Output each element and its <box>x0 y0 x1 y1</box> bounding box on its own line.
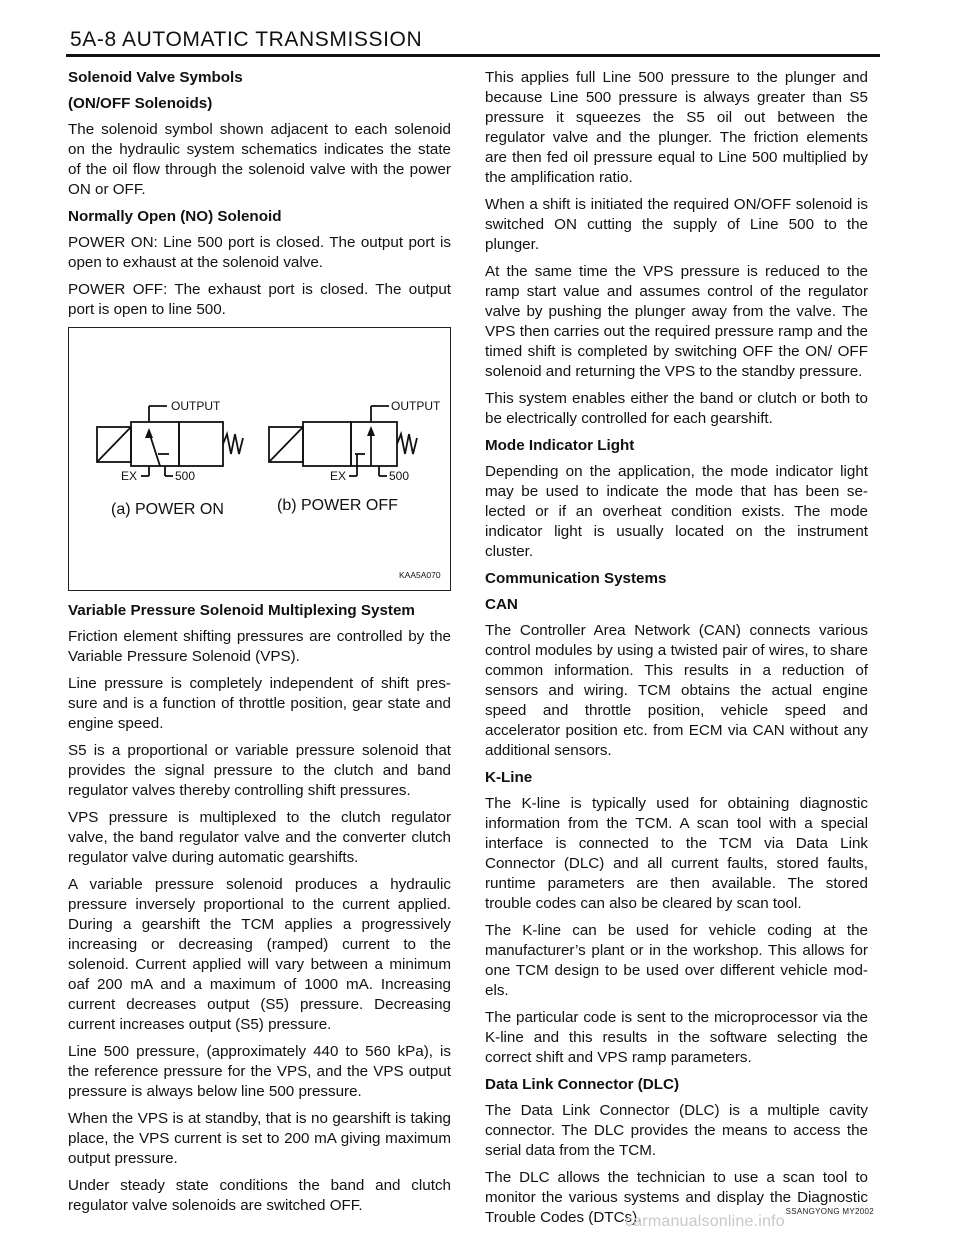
paragraph-vps-4: VPS pressure is multiplexed to the clutch regulator valve, the band regulator valve and the converter clutch regulator valve during automatic gearshifts. <box>68 809 451 866</box>
heading-vps-multiplexing: Variable Pressure Solenoid Multiplexing System <box>68 602 415 619</box>
paragraph-vps-7: When the VPS is at standby, that is no gearshift is taking place, the VPS current is set to 200 mA giving maximum output pressure. <box>68 1110 451 1167</box>
heading-communication: Communication Systems <box>485 570 667 587</box>
solenoid-b-spring <box>397 434 417 454</box>
paragraph-k-line-2: The K-line can be used for vehicle coding at the manufacturer’s plant or in the workshop. This allows for one TCM design to be used over different vehicle mod-els. <box>485 922 868 999</box>
left-column <box>68 68 451 1223</box>
heading-normally-open: Normally Open (NO) Solenoid <box>68 208 282 225</box>
paragraph-line500: This applies full Line 500 pressure to the plunger and because Line 500 pressure is always greater than S5 pressure it squeezes the S5 oil out between the regulator valve and the plunger. The friction elements are then fed oil pressure equal to Line 500 multiplied by the amplification ratio. <box>485 69 868 186</box>
solenoid-a-spring <box>223 434 243 454</box>
paragraph-dlc-2: The DLC allows the technician to use a scan tool to monitor the various systems and display the Diagnostic Trouble Codes (DTCs). <box>485 1169 868 1226</box>
paragraph-can: The Controller Area Network (CAN) connects various control modules by using a twisted pair of wires, to share common information. This results in a reduction of sensors and wiring. TCM obtains the actual engine speed and throttle position, vehicle speed and accelerator position etc. from ECM via CAN without any additional sensors. <box>485 622 868 759</box>
paragraph-mode-indicator: Depending on the application, the mode indicator light may be used to indicate the mode that has been se-lected or if an overheat condition exists. The mode indicator light is usually located on the instrument cluster. <box>485 463 868 560</box>
paragraph-shift-initiated: When a shift is initiated the required ON/OFF solenoid is switched ON cutting the supply of Line 500 to the plunger. <box>485 196 868 253</box>
page-header: 5A-8 AUTOMATIC TRANSMISSION <box>70 28 423 51</box>
solenoid-b-coil-diagonal <box>269 427 303 462</box>
paragraph-vps-8: Under steady state conditions the band and clutch regulator valve solenoids are switched OFF. <box>68 1177 451 1214</box>
figure-code: KAA5A070 <box>399 570 441 580</box>
paragraph-vps-5: A variable pressure solenoid produces a hydraulic pressure inversely proportional to the current applied. During a gearshift the TCM applies a progressively increasing or decreasing (ramped) current to the solenoid. Current applied will vary between a minimum oaf 200 mA and a maximum of 1000 mA. Increasing current decreases output (S5) pressure. Decreasing current increases output (S5) pressure. <box>68 876 451 1033</box>
paragraph-vps-2: Line pressure is completely independent of shift pres-sure and is a function of throttle position, gear state and engine speed. <box>68 675 451 732</box>
solenoid-b-spring-box <box>303 422 351 466</box>
label-500-a: 500 <box>175 469 196 483</box>
solenoid-a-spring-box <box>179 422 223 466</box>
paragraph-vps-6: Line 500 pressure, (approximately 440 to 560 kPa), is the reference pressure for the VPS, and the VPS output pressure is always below line 500 pressure. <box>68 1043 451 1100</box>
label-500-b: 500 <box>389 469 410 483</box>
solenoid-diagram <box>69 328 450 590</box>
paragraph-symbol: The solenoid symbol shown adjacent to each solenoid on the hydraulic system schematics indicates the state of the oil flow through the solenoid valve with the power ON or OFF. <box>68 121 451 198</box>
solenoid-a-arrowhead <box>145 428 153 438</box>
watermark: carmanualsonline.info <box>625 1213 785 1230</box>
label-ex-a: EX <box>121 469 138 483</box>
label-output-a: OUTPUT <box>171 399 221 413</box>
heading-mode-indicator: Mode Indicator Light <box>485 437 635 454</box>
solenoid-a-coil-diagonal <box>97 427 131 462</box>
paragraph-band-clutch: This system enables either the band or clutch or both to be electrically controlled for each gearshift. <box>485 390 868 427</box>
paragraph-vps-1: Friction element shifting pressures are controlled by the Variable Pressure Solenoid (VPS). <box>68 628 451 665</box>
caption-power-on: (a) POWER ON <box>111 501 224 518</box>
solenoid-figure <box>68 327 451 591</box>
heading-on-off-solenoids: (ON/OFF Solenoids) <box>68 95 213 112</box>
paragraph-k-line-3: The particular code is sent to the microprocessor via the K-line and this results in the software selecting the correct shift and VPS ramp parameters. <box>485 1009 868 1066</box>
solenoid-b-arrowhead <box>367 426 375 436</box>
label-ex-b: EX <box>330 469 347 483</box>
paragraph-vps-3: S5 is a proportional or variable pressure solenoid that provides the signal pressure to the clutch and band regulator valves thereby controlling shift pressures. <box>68 742 451 799</box>
paragraph-power-on: POWER ON: Line 500 port is closed. The output port is open to exhaust at the solenoid valve. <box>68 234 451 271</box>
right-column <box>485 68 868 1235</box>
paragraph-k-line-1: The K-line is typically used for obtaining diagnostic information from the TCM. A scan tool with a special interface is connected to the TCM via Data Link Connector (DLC) and all current faults, stored faults, runtime parameters are then available. The stored trouble codes can also be cleared by scan tool. <box>485 795 868 912</box>
solenoid-a-port-box <box>131 422 179 466</box>
heading-solenoid-valve-symbols: Solenoid Valve Symbols <box>68 69 243 86</box>
header-rule <box>66 54 880 57</box>
heading-can: CAN <box>485 596 518 613</box>
heading-dlc: Data Link Connector (DLC) <box>485 1076 680 1093</box>
heading-k-line: K-Line <box>485 769 533 786</box>
paragraph-dlc-1: The Data Link Connector (DLC) is a multiple cavity connector. The DLC provides the means to access the serial data from the TCM. <box>485 1102 868 1159</box>
caption-power-off: (b) POWER OFF <box>277 497 398 514</box>
footer-model: SSANGYONG MY2002 <box>785 1207 874 1216</box>
paragraph-power-off: POWER OFF: The exhaust port is closed. The output port is open to line 500. <box>68 281 451 318</box>
paragraph-ramp: At the same time the VPS pressure is reduced to the ramp start value and assumes control of the regulator valve by pushing the plunger away from the valve. The VPS then carries out the required pressure ramp and the timed shift is completed by switching OFF the ON/ OFF solenoid and returning the VPS to the standby pressure. <box>485 263 868 380</box>
label-output-b: OUTPUT <box>391 399 441 413</box>
